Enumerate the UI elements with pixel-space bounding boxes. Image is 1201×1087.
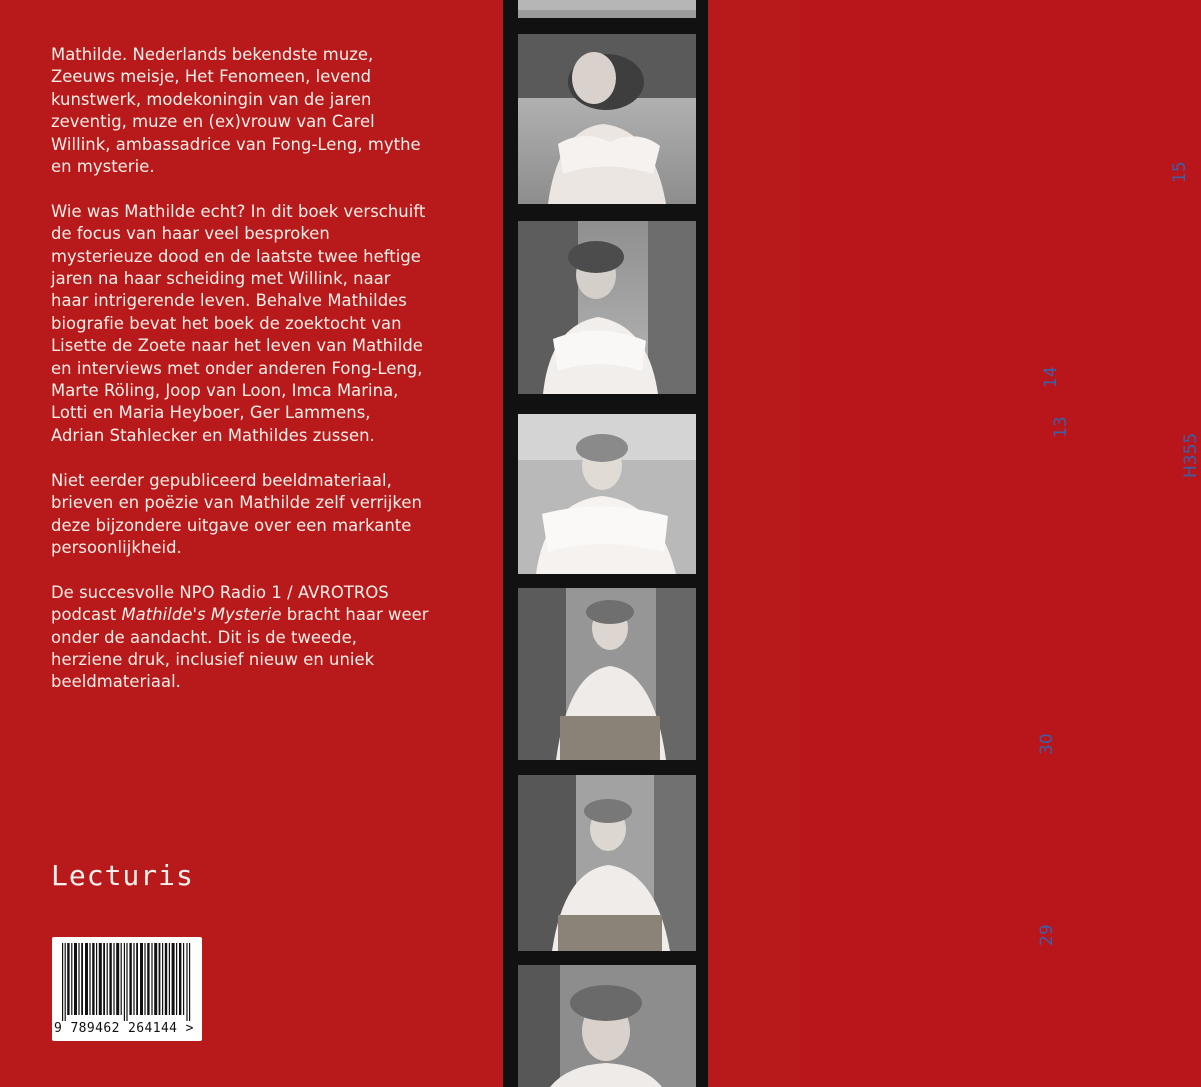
frame-number-13: 13 xyxy=(1051,416,1071,438)
frame-number-15: 15 xyxy=(1170,161,1190,183)
film-contact-strip xyxy=(503,0,1201,1087)
blurb-paragraph-1: Mathilde. Nederlands bekendste muze, Zeeuws meisje, Het Fenomeen, levend kunstwerk, modekoningin van de jaren zeventig, muze en (ex)vrouw van Carel Willink, ambassadrice van Fong-Leng, mythe en mysterie. xyxy=(51,45,421,177)
film-annotation: H355 xyxy=(1181,432,1201,478)
film-frame-14 xyxy=(518,221,696,394)
frame-number-14: 14 xyxy=(1041,366,1061,388)
frame-number-29: 29 xyxy=(1037,924,1057,946)
frame-number-30: 30 xyxy=(1037,733,1057,755)
blurb-paragraph-3: Niet eerder gepubliceerd beeldmateriaal, brieven en poëzie van Mathilde zelf verrijken deze bijzondere uitgave over een markante persoonlijkheid. xyxy=(51,470,422,557)
film-frame-partial xyxy=(518,0,696,18)
blurb xyxy=(51,44,429,716)
film-frame-13 xyxy=(518,414,696,574)
film-frame-15 xyxy=(518,34,696,204)
portrait-photo xyxy=(518,588,696,760)
film-frame-29 xyxy=(518,775,696,951)
portrait-photo xyxy=(518,775,696,951)
portrait-photo xyxy=(518,34,696,204)
blurb-paragraph-2: Wie was Mathilde echt? In dit boek verschuift de focus van haar veel besproken mysterieuze dood en de laatste twee heftige jaren na haar scheiding met Willink, naar haar intrigerende leven. Behalve Mathildes biografie bevat het boek de zoektocht van Lisette de Zoete naar het leven van Mathilde en interviews met onder anderen Fong-Leng, Marte Röling, Joop van Loon, Imca Marina, Lotti en Maria Heyboer, Ger Lammens, Adrian Stahlecker en Mathildes zussen. xyxy=(51,201,426,445)
barcode-bars xyxy=(62,943,192,1021)
film-frame-bottom xyxy=(518,965,696,1087)
portrait-photo xyxy=(518,414,696,574)
blurb-paragraph-4-start: De succesvolle NPO Radio 1 / AVROTROS podcast xyxy=(51,582,389,625)
blurb-paragraph-4-end: bracht haar weer onder de aandacht. Dit is de tweede, herziene druk, inclusief nieuw en uniek beeldmateriaal. xyxy=(51,605,429,692)
podcast-title: Mathilde's Mysterie xyxy=(121,605,282,625)
isbn-number: 9 789462 264144 > xyxy=(54,1021,194,1036)
blurb-paragraph-4 xyxy=(51,582,429,694)
portrait-photo xyxy=(518,965,696,1087)
isbn-barcode xyxy=(52,937,202,1041)
publisher-logo: Lecturis xyxy=(51,859,194,892)
film-frame-30 xyxy=(518,588,696,760)
portrait-photo xyxy=(518,221,696,394)
